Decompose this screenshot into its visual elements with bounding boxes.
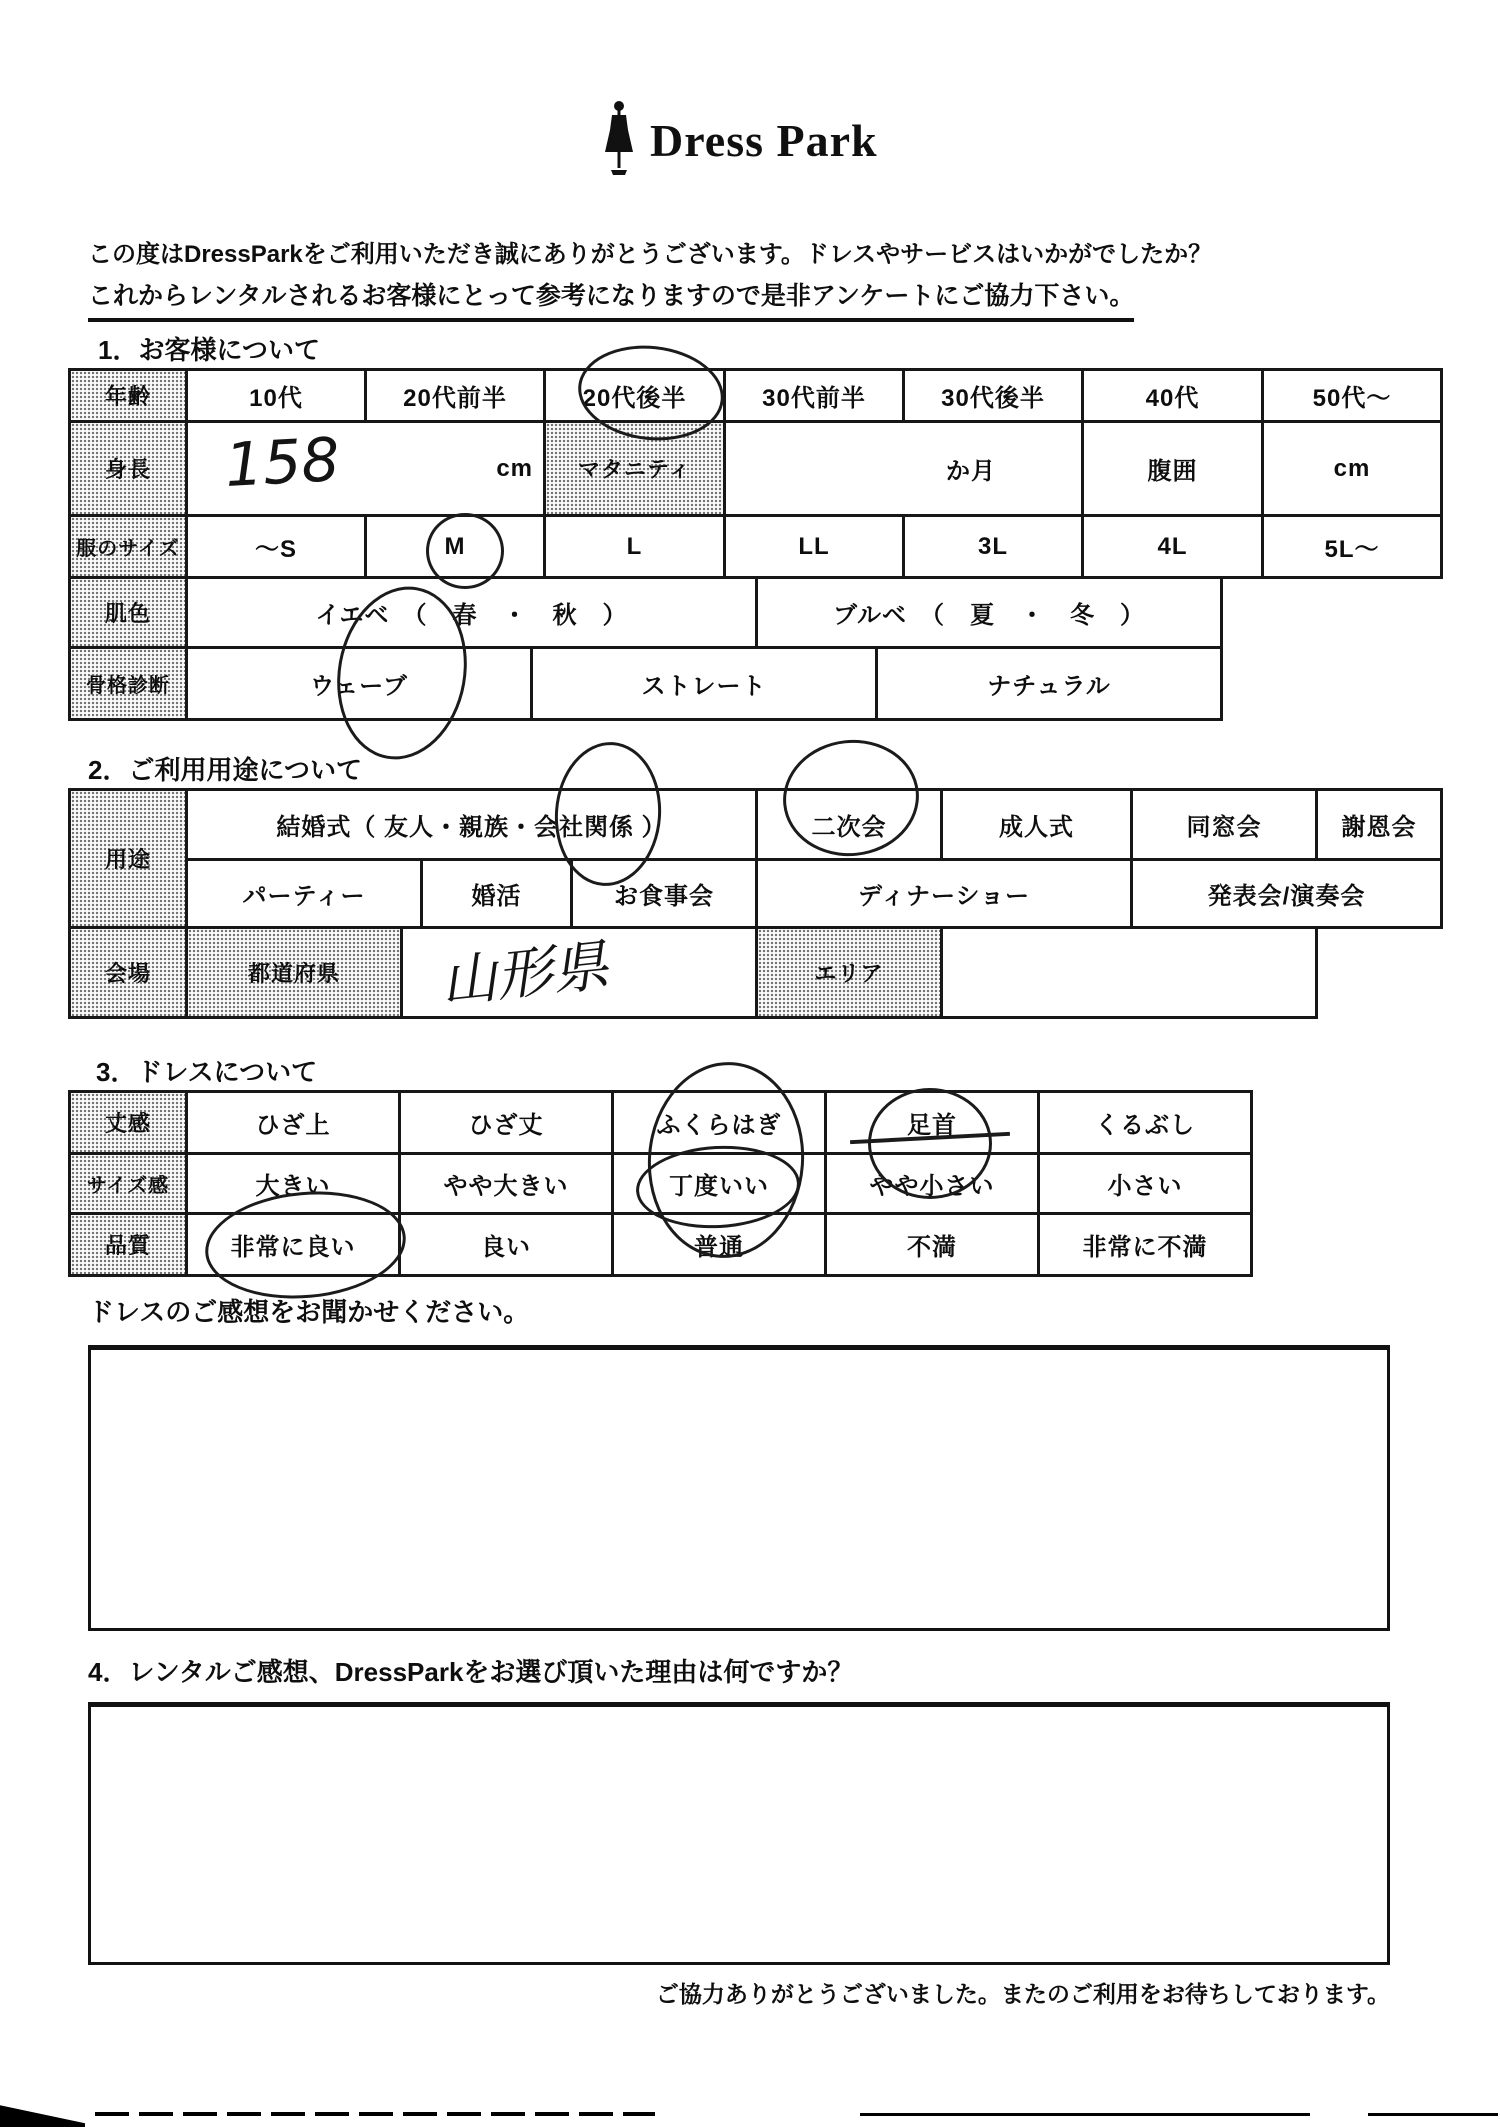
size-option: 4L (1081, 514, 1264, 579)
quality-option: 非常に良い (185, 1212, 401, 1277)
waist-unit: cm (1261, 420, 1443, 517)
length-option: ふくらはぎ (611, 1090, 827, 1155)
venue-header: 会場 (68, 926, 188, 1019)
rental-feedback-box (88, 1702, 1390, 1965)
dress-form-icon (600, 100, 638, 178)
purpose-option: 婚活 (420, 858, 573, 929)
intro-line-1: この度はDressParkをご利用いただき誠にありがとうございます。ドレスやサービスはいかがでしたか？ (88, 241, 1213, 268)
handwritten-prefecture: 山形県 (437, 933, 612, 1016)
logo-text: Dress Park (650, 115, 878, 166)
age-option: 20代後半 (543, 368, 726, 423)
quality-option: 不満 (824, 1212, 1040, 1277)
fit-header: サイズ感 (68, 1152, 188, 1215)
age-header: 年齢 (68, 368, 188, 423)
hand-circle-length-ankle (868, 1088, 992, 1199)
section-2-title: 2．ご利用用途について (88, 755, 362, 785)
fit-option: 丁度いい (611, 1152, 827, 1215)
venue-area-input-cell (940, 926, 1318, 1019)
length-option: くるぶし (1037, 1090, 1253, 1155)
frame-option: ストレート (530, 646, 878, 721)
frame-option: ナチュラル (875, 646, 1223, 721)
size-option: 5L～ (1261, 514, 1443, 579)
size-option: L (543, 514, 726, 579)
purpose-option: 発表会/演奏会 (1130, 858, 1443, 929)
scan-artifact-line (1368, 2113, 1498, 2116)
frame-header: 骨格診断 (68, 646, 188, 721)
length-header: 丈感 (68, 1090, 188, 1155)
age-option: 50代～ (1261, 368, 1443, 423)
fit-option: やや小さい (824, 1152, 1040, 1215)
hand-circle-size-m (426, 513, 504, 589)
length-option: ひざ丈 (398, 1090, 614, 1155)
dress-feedback-box (88, 1345, 1390, 1631)
purpose-option: 謝恩会 (1315, 788, 1443, 861)
section-4-title: 4．レンタルご感想、DressParkをお選び頂いた理由は何ですか？ (88, 1657, 854, 1687)
length-option: ひざ上 (185, 1090, 401, 1155)
quality-option: 普通 (611, 1212, 827, 1277)
purpose-header: 用途 (68, 788, 188, 929)
size-header: 服のサイズ (68, 514, 188, 579)
purpose-option: 同窓会 (1130, 788, 1318, 861)
size-option: 3L (902, 514, 1084, 579)
fit-option: 大きい (185, 1152, 401, 1215)
waist-label: 腹囲 (1081, 420, 1264, 517)
purpose-option: お食事会 (570, 858, 758, 929)
skin-option: ブルベ （ 夏 ・ 冬 ） (755, 576, 1223, 649)
scan-artifact-line (860, 2113, 1310, 2116)
maternity-months-label: か月 (723, 420, 1084, 517)
quality-option: 非常に不満 (1037, 1212, 1253, 1277)
venue-area-label: エリア (755, 926, 943, 1019)
dress-feedback-label: ドレスのご感想をお聞かせください。 (88, 1297, 530, 1327)
age-option: 10代 (185, 368, 367, 423)
scan-artifact-wedge (0, 2096, 85, 2127)
length-option: 足首 (824, 1090, 1040, 1155)
frame-option: ウェーブ (185, 646, 533, 721)
section-3-title: 3．ドレスについて (96, 1057, 318, 1087)
age-option: 40代 (1081, 368, 1264, 423)
section-1-title: 1．お客様について (98, 335, 320, 365)
purpose-option: 二次会 (755, 788, 943, 861)
intro-line-2: これからレンタルされるお客様にとって参考になりますので是非アンケートにご協力下さい。 (88, 276, 1134, 322)
fit-option: やや大きい (398, 1152, 614, 1215)
quality-header: 品質 (68, 1212, 188, 1277)
skin-option: イエベ （ 春 ・ 秋 ） (185, 576, 758, 649)
logo (600, 100, 878, 178)
size-option: LL (723, 514, 905, 579)
skin-header: 肌色 (68, 576, 188, 649)
footer-thanks: ご協力ありがとうございました。またのご利用をお待ちしております。 (655, 1981, 1390, 2007)
purpose-option: パーティー (185, 858, 423, 929)
purpose-option: 結婚式（ 友人・親族・会社関係 ） (185, 788, 758, 861)
height-header: 身長 (68, 420, 188, 517)
quality-option: 良い (398, 1212, 614, 1277)
handwritten-height: 158 (223, 425, 342, 501)
size-option: M (364, 514, 546, 579)
age-option: 30代前半 (723, 368, 905, 423)
venue-pref-label: 都道府県 (185, 926, 403, 1019)
age-option: 20代前半 (364, 368, 546, 423)
scan-artifact-line (95, 2112, 655, 2116)
size-option: ～S (185, 514, 367, 579)
purpose-option: 成人式 (940, 788, 1133, 861)
fit-option: 小さい (1037, 1152, 1253, 1215)
age-option: 30代後半 (902, 368, 1084, 423)
purpose-option: ディナーショー (755, 858, 1133, 929)
height-unit: cm (185, 420, 546, 517)
maternity-label: マタニティ (543, 420, 726, 517)
